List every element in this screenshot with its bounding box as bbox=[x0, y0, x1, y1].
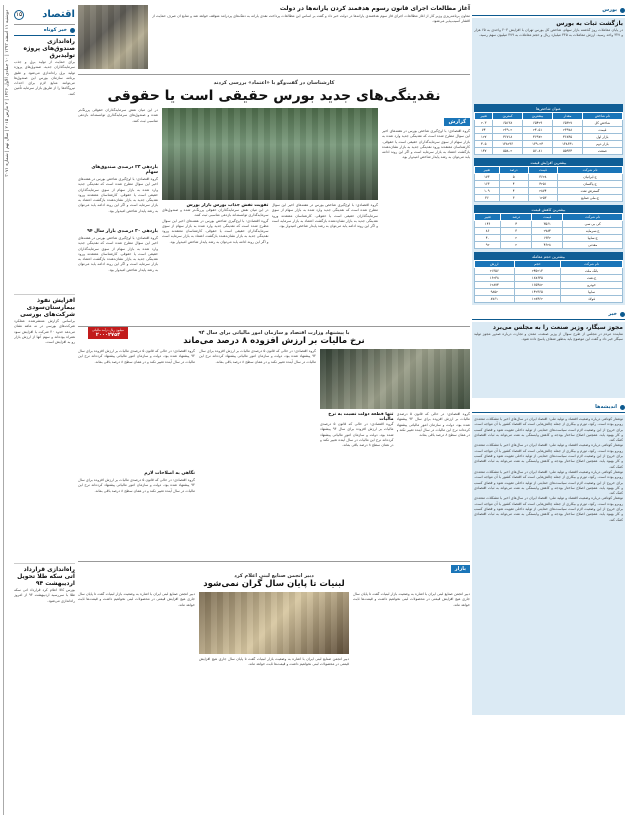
short-news-label: خبر کوتاه bbox=[43, 27, 67, 33]
index-header: تغییر bbox=[475, 113, 493, 120]
left-item-body: براساس گزارش منتشرشده عملکرد شرکت‌های بورسی در نه ماهه نشان می‌دهد حدود ۴۰ شرکت با افزایش سود همراه بوده‌اند و سهم آنها از ارزش بازار رو به افزایش است. bbox=[14, 319, 75, 345]
left-item-title: افزایش نفوذ بیمارستان‌سودی شرکت‌های بورسی bbox=[20, 297, 75, 318]
table3-title: بیشترین کاهش قیمت bbox=[474, 205, 623, 213]
table-cell: ح.ملی صنایع bbox=[558, 195, 623, 202]
bullet-icon bbox=[620, 405, 625, 410]
index-header: بیشترین bbox=[522, 113, 553, 120]
table-cell: سایپا bbox=[561, 289, 623, 296]
side-body: در این میان نقش سرمایه‌گذاران حقوقی پررنگ‌تر شده و صندوق‌های سرمایه‌گذاری توانسته‌اند بازدهی مناسبی ثبت کنند. bbox=[78, 108, 158, 123]
top-body: معاون برنامه‌ریزی وزیر کار از آغاز مطالعات اجرای فاز سوم هدفمندی یارانه‌ها در دولت خبر داد و گفت بر اساس این مطالعات پرداخت نقدی یارانه به دهک‌های پردرآمد متوقف خواهد شد و منابع آن صرف حمایت از اقشار آسیب‌پذیر می‌شود. bbox=[152, 14, 470, 24]
tax-col-3: گروه اقتصادی: در حالی که قانون ۵ درصدی مالیات بر ارزش افزوده برای سال ۹۴ پیشنهاد شده بود، دولت و سازمان امور مالیاتی پیشنهاد کرده‌اند نرخ این مالیات در سال آینده تغییر نکند و در همان سطح ۸ درصد باقی بماند. bbox=[199, 349, 316, 364]
volume-header: ارزش bbox=[475, 261, 515, 268]
bourse-box bbox=[472, 18, 625, 305]
table-cell: ۹۲ bbox=[475, 242, 501, 249]
left-item-1 bbox=[14, 38, 75, 290]
bourse-label: بورس bbox=[602, 7, 617, 13]
left-item-body: بورس کالا اعلام کرد قرارداد آتی سکه طلا با سررسید اردیبهشت ۹۴ از امروز راه‌اندازی می‌شود. bbox=[14, 588, 75, 603]
tax-col-1: گروه اقتصادی: در حالی که قانون ۵ درصدی مالیات بر ارزش افزوده برای سال ۹۴ پیشنهاد شده بود، دولت و سازمان امور مالیاتی پیشنهاد کرده‌اند نرخ این مالیات در سال آینده تغییر نکند و در همان سطح ۸ درصد باقی بماند. bbox=[396, 412, 470, 438]
thoughts-body-4: نوشتار کوتاهی درباره وضعیت اقتصاد و تولید ملی: اقتصاد ایران در سال‌های اخیر با مشکلات متعددی روبرو بوده است. رکود، تورم و بیکاری از جمله چالش‌هایی است که اقتصاد کشور با آن مواجه است. برای خروج از این وضعیت لازم است سیاست‌های حمایتی از تولید داخلی تقویت شود و فضای کسب و کار بهبود یابد. همچنین اصلاح ساختار بودجه و کاهش وابستگی به نفت می‌تواند به ثبات اقتصادی کمک کند. bbox=[474, 496, 623, 522]
short-news-head bbox=[14, 25, 75, 36]
table4-title: بیشترین حجم معامله bbox=[474, 252, 623, 260]
news-head bbox=[472, 309, 625, 320]
table-row bbox=[475, 282, 623, 289]
headline: نقدینگی‌های جدید بورس حقیقی است یا حقوقی bbox=[107, 88, 441, 104]
table-cell: ۱۳۹۰۲۴ bbox=[522, 141, 553, 148]
table-cell: معدنی bbox=[563, 242, 623, 249]
bourse-story bbox=[78, 108, 470, 326]
table-cell: ۲۱۳۵۶ bbox=[475, 268, 515, 275]
left-item-title: راه‌اندازی قرارداد آتی سکه طلا تحویل اردیبهشت ۹۴ bbox=[17, 566, 75, 587]
subhead-3: بازدهی ۳۰ درصدی بازار سال ۹۴ bbox=[87, 229, 158, 234]
table-cell: ۳ bbox=[499, 195, 528, 202]
tax-badge-value: ۲۰۰۰۲۷۵۴ bbox=[95, 332, 121, 338]
losers-table bbox=[474, 213, 623, 249]
left-item-body: برای حمایت از تولید برق و جذب سرمایه‌گذاران جدید، صندوق‌های پروژه تولید برق راه‌اندازی می‌شود و طبق برنامه سازمان بورس این صندوق‌ها می‌توانند منابع لازم برای احداث نیروگاه‌ها را از طریق بازار سرمایه تأمین کنند. bbox=[14, 60, 75, 96]
table-cell: ۱۴۲۳۶۵ bbox=[514, 289, 561, 296]
thoughts-box bbox=[472, 415, 625, 715]
table-cell: ۴۲۵۱ bbox=[528, 181, 557, 188]
gainers-header: تغییر bbox=[475, 167, 500, 174]
index-header: نام شاخص bbox=[582, 113, 622, 120]
table-cell: کی بی سی bbox=[563, 221, 623, 228]
subhead-2: بازدهی ۲۳ درصدی صندوق‌های سهام bbox=[91, 165, 158, 175]
body-col-1: گروه اقتصادی: با اوج‌گیری شاخص بورس در هفته‌های اخیر این سوال مطرح شده است که نقدینگی جدید وارد شده به بازار سهام از سوی سرمایه‌گذاران حقیقی است یا حقوقی. کارشناسان معتقدند ورود نقدینگی جدید به بازار نشان‌دهنده بازگشت اعتماد به بازار سرمایه است و اگر این روند ادامه یابد می‌توان به رشد پایدار شاخص امیدوار بود. bbox=[271, 203, 378, 229]
table-cell: ۱۲۸۷۴ bbox=[475, 282, 515, 289]
main-area bbox=[78, 5, 470, 815]
report-text bbox=[382, 108, 470, 326]
tax-subhead: نگاهی به اصلاحات لازم bbox=[144, 471, 195, 476]
table-cell: ۷۴ bbox=[475, 127, 493, 134]
right-column bbox=[472, 5, 625, 815]
table-row bbox=[475, 188, 623, 195]
table-cell: ۵ bbox=[499, 174, 528, 181]
table-row bbox=[475, 127, 623, 134]
table-row bbox=[475, 221, 623, 228]
table-cell: ۲۸۷۴ bbox=[528, 188, 557, 195]
table2-title: بیشترین افزایش قیمت bbox=[474, 158, 623, 166]
volume-header: حجم bbox=[514, 261, 561, 268]
table-cell: ۴۰ bbox=[475, 235, 501, 242]
table-cell: ۲ bbox=[501, 235, 532, 242]
side-body-3: گروه اقتصادی: با اوج‌گیری شاخص بورس در هفته‌های اخیر این سوال مطرح شده است که نقدینگی جدید وارد شده به بازار سهام از سوی سرمایه‌گذاران حقیقی است یا حقوقی. کارشناسان معتقدند ورود نقدینگی جدید به بازار نشان‌دهنده بازگشت اعتماد به بازار سرمایه است و اگر این روند ادامه یابد می‌توان به رشد پایدار شاخص امیدوار بود. bbox=[78, 236, 158, 272]
table-cell: ۴۶۸۴۵ bbox=[553, 134, 582, 141]
table-cell: بازار اول bbox=[582, 134, 622, 141]
table-cell: ۱۳۸۲۳۶ bbox=[493, 141, 522, 148]
table-cell: ح.ایرانیان bbox=[558, 174, 623, 181]
table-cell: ۱۸۷۶۴۵ bbox=[514, 275, 561, 282]
page-number: ۱۵ bbox=[15, 11, 23, 18]
table-row bbox=[475, 174, 623, 181]
losers-header: نام شرکت bbox=[563, 214, 623, 221]
table-cell: ۲۰۳ bbox=[475, 120, 493, 127]
thoughts-body: نوشتار کوتاهی درباره وضعیت اقتصاد و تولید ملی: اقتصاد ایران در سال‌های اخیر با مشکلات متعددی روبرو بوده است. رکود، تورم و بیکاری از جمله چالش‌هایی است که اقتصاد کشور با آن مواجه است. برای خروج از این وضعیت لازم است سیاست‌های حمایتی از تولید داخلی تقویت شود و فضای کسب و کار بهبود یابد. همچنین اصلاح ساختار بودجه و کاهش وابستگی به نفت می‌تواند به ثبات اقتصادی کمک کند. bbox=[474, 417, 623, 443]
table-row bbox=[475, 268, 623, 275]
table-cell: خودرو bbox=[561, 282, 623, 289]
volume-table bbox=[474, 260, 623, 303]
table-cell: ۳۵۶۱ bbox=[532, 221, 563, 228]
table-cell: ۶۵۳۲۷ bbox=[553, 120, 582, 127]
tax-kicker: با پیشنهاد وزارت اقتصاد و سازمان امور مالیاتی برای سال ۹۴ bbox=[198, 330, 350, 336]
bourse-title: بازگشت ثبات به بورس bbox=[556, 20, 623, 27]
table-cell: ۹۸۵۲ bbox=[475, 289, 515, 296]
thoughts-label: اندیشه‌ها bbox=[595, 404, 617, 410]
table-cell: ۲۴۰۵۱ bbox=[522, 127, 553, 134]
table-row bbox=[475, 275, 623, 282]
table-cell: ح.نفت bbox=[561, 275, 623, 282]
table-cell: ۸۷۶۱ bbox=[475, 296, 515, 303]
left-item-title: راه‌اندازی صندوق‌های پروژه تولیدبرق bbox=[23, 38, 75, 59]
table-cell: ۱۴۶ bbox=[475, 221, 501, 228]
date-line: دوشنبه ۱۱ اسفند ۱۳۹۳ | ۱۰ جمادی الاول ۱۴۳۶ | ۲ مارس ۲۰۱۵ | سال نهم | شماره ۳۰۷۱ bbox=[5, 10, 10, 177]
bullet-icon bbox=[620, 312, 625, 317]
dairy-shop-photo bbox=[199, 592, 349, 654]
gainers-table bbox=[474, 166, 623, 202]
index-header: کمترین bbox=[493, 113, 522, 120]
table-row bbox=[475, 296, 623, 303]
thoughts-head bbox=[472, 402, 625, 413]
table-cell: ۱۶۵۴۸۲ bbox=[514, 282, 561, 289]
left-item-2 bbox=[14, 294, 75, 559]
table-cell: ۱۶۳ bbox=[475, 181, 500, 188]
kicker: کارشناسان در گفت‌وگو با «اعتماد» بررسی کردند bbox=[213, 80, 335, 86]
table-cell: ۵۶۰۸۱ bbox=[522, 148, 553, 155]
table-row bbox=[475, 141, 623, 148]
tax-col-5: گروه اقتصادی: در حالی که قانون ۵ درصدی مالیات بر ارزش افزوده برای سال ۹۴ پیشنهاد شده بود، دولت و سازمان امور مالیاتی پیشنهاد کرده‌اند نرخ این مالیات در سال آینده تغییر نکند و در همان سطح ۸ درصد باقی بماند. bbox=[78, 478, 195, 493]
market-kicker: دبیر انجمن صنایع لبنی اعلام کرد bbox=[234, 573, 314, 579]
market-story bbox=[78, 561, 470, 772]
section-label: اقتصاد bbox=[42, 9, 75, 20]
tax-badge bbox=[88, 327, 128, 339]
money-photo bbox=[320, 349, 470, 409]
table-cell: ح.سرمایه bbox=[563, 228, 623, 235]
table-cell: ۴۶۹۷۲ bbox=[522, 134, 553, 141]
market-col-3: دبیر انجمن صنایع لبنی ایران با اشاره به وضعیت بازار لبنیات گفت تا پایان سال جاری هیچ افزایش قیمتی در محصولات لبنی نخواهیم داشت و قیمت‌ها ثابت خواهد ماند. bbox=[78, 592, 195, 607]
losers-header: قیمت bbox=[532, 214, 563, 221]
table-cell: ۴۰۵ bbox=[475, 141, 493, 148]
trading-floor-photo bbox=[162, 108, 378, 200]
left-item-3 bbox=[14, 563, 75, 788]
bourse-head bbox=[472, 5, 625, 16]
table-cell: ۳ bbox=[501, 228, 532, 235]
table-cell: ۵۵۹۳۴ bbox=[553, 148, 582, 155]
table-cell: ۲۳۹۰۲ bbox=[493, 127, 522, 134]
market-col-2: دبیر انجمن صنایع لبنی ایران با اشاره به وضعیت بازار لبنیات گفت تا پایان سال جاری هیچ افزایش قیمتی در محصولات لبنی نخواهیم داشت و قیمت‌ها ثابت خواهد ماند. bbox=[199, 657, 349, 667]
table-cell: بازار دوم bbox=[582, 141, 622, 148]
table-cell: ۲۷۸۴ bbox=[532, 228, 563, 235]
news-body: نماینده مردم در مجلس از طرح سوال از وزیر صنعت، معدن و تجارت درباره صدور مجوز تولید سیگار خبر داد و گفت این موضوع باید به‌طور شفاف پاسخ داده شود. bbox=[474, 332, 623, 342]
table-cell: ۴ bbox=[499, 188, 528, 195]
table-cell: ۴۶۲۸ bbox=[532, 242, 563, 249]
table1-title: عنوان شاخص‌ها bbox=[474, 104, 623, 112]
table-cell: ۴ bbox=[499, 181, 528, 188]
table-cell: ۶۵۴۲۹ bbox=[522, 120, 553, 127]
tax-col-4: گروه اقتصادی: در حالی که قانون ۵ درصدی مالیات بر ارزش افزوده برای سال ۹۴ پیشنهاد شده بود، دولت و سازمان امور مالیاتی پیشنهاد کرده‌اند نرخ این مالیات در سال آینده تغییر نکند و در همان سطح ۸ درصد باقی بماند. bbox=[78, 349, 195, 364]
market-tab: بازار bbox=[451, 565, 470, 573]
tax-story bbox=[78, 326, 470, 559]
news-title: مجوز سیگار، وزیر صنعت را به مجلس می‌برد bbox=[492, 324, 623, 331]
masthead bbox=[14, 5, 75, 25]
losers-header: تغییر bbox=[475, 214, 501, 221]
table-cell: ۴ bbox=[501, 221, 532, 228]
table-row bbox=[475, 289, 623, 296]
tax-headline: نرخ مالیات بر ارزش افزوده ۸ درصد می‌ماند bbox=[183, 336, 365, 346]
market-headline: لبنیات تا پایان سال گران نمی‌شود bbox=[203, 579, 345, 589]
portrait-photo bbox=[78, 5, 148, 69]
table-cell: صنعت bbox=[582, 148, 622, 155]
table-cell: گسترش نفت bbox=[558, 188, 623, 195]
table-cell: ۱۶۲۳۸ bbox=[475, 275, 515, 282]
top-headline: آغاز مطالعات اجرای قانون رسوم هدفمند کردن یارانه‌ها در دولت bbox=[279, 5, 470, 12]
side-body-2: گروه اقتصادی: با اوج‌گیری شاخص بورس در هفته‌های اخیر این سوال مطرح شده است که نقدینگی جدید وارد شده به بازار سهام از سوی سرمایه‌گذاران حقیقی است یا حقوقی. کارشناسان معتقدند ورود نقدینگی جدید به بازار نشان‌دهنده بازگشت اعتماد به بازار سرمایه است و اگر این روند ادامه یابد می‌توان به رشد پایدار شاخص امیدوار بود. bbox=[78, 177, 158, 213]
table-cell: ۲۳۹۷۸ bbox=[553, 127, 582, 134]
table-cell: ۱۳۸۶۴۱ bbox=[553, 141, 582, 148]
table-row bbox=[475, 120, 623, 127]
table-cell: ۱۲۷ bbox=[475, 134, 493, 141]
table-row bbox=[475, 181, 623, 188]
tax-badge-note: میلیون ریال درآمد مالیاتی bbox=[92, 328, 124, 332]
table-row bbox=[475, 235, 623, 242]
table-row bbox=[475, 242, 623, 249]
date-band bbox=[3, 5, 12, 815]
losers-header: درصد bbox=[501, 214, 532, 221]
report-tab: گزارش bbox=[444, 118, 470, 126]
table-cell: قیمت bbox=[582, 127, 622, 134]
table-row bbox=[475, 195, 623, 202]
table-cell: ۱۲۵۳ bbox=[528, 195, 557, 202]
subhead-1: تقویت نقش جذاب بورس بازار بورس bbox=[186, 203, 269, 208]
table-row bbox=[475, 228, 623, 235]
news-box bbox=[472, 322, 625, 398]
table-cell: ۱۹۳۲ bbox=[532, 235, 563, 242]
table-cell: ۸۶ bbox=[475, 228, 501, 235]
table-cell: ۳۶ bbox=[475, 195, 500, 202]
top-story bbox=[78, 5, 470, 75]
gainers-header: قیمت bbox=[528, 167, 557, 174]
table-row bbox=[475, 134, 623, 141]
table-cell: ۱۴۷ bbox=[475, 148, 493, 155]
tax-col-2: گروه اقتصادی: در حالی که قانون ۵ درصدی مالیات بر ارزش افزوده برای سال ۹۴ پیشنهاد شده بود، دولت و سازمان امور مالیاتی پیشنهاد کرده‌اند نرخ این مالیات در سال آینده تغییر نکند و در همان سطح ۸ درصد باقی بماند. bbox=[320, 422, 394, 448]
table-cell: ۵۵۸۰۲ bbox=[493, 148, 522, 155]
body-col-2: در این میان نقش سرمایه‌گذاران حقوقی پررنگ‌تر شده و صندوق‌های سرمایه‌گذاری توانسته‌اند بازدهی مناسبی ثبت کنند. bbox=[162, 208, 269, 218]
thoughts-body-2: نوشتار کوتاهی درباره وضعیت اقتصاد و تولید ملی: اقتصاد ایران در سال‌های اخیر با مشکلات متعددی روبرو بوده است. رکود، تورم و بیکاری از جمله چالش‌هایی است که اقتصاد کشور با آن مواجه است. برای خروج از این وضعیت لازم است سیاست‌های حمایتی از تولید داخلی تقویت شود و فضای کسب و کار بهبود یابد. همچنین اصلاح ساختار بودجه و کاهش وابستگی به نفت می‌تواند به ثبات اقتصادی کمک کند. bbox=[474, 443, 623, 469]
table-row bbox=[475, 148, 623, 155]
table-cell: ۱۷۳ bbox=[475, 174, 500, 181]
table-cell: بانک ملت bbox=[561, 268, 623, 275]
market-col-1: دبیر انجمن صنایع لبنی ایران با اشاره به وضعیت بازار لبنیات گفت تا پایان سال جاری هیچ افزایش قیمتی در محصولات لبنی نخواهیم داشت و قیمت‌ها ثابت خواهد ماند. bbox=[353, 592, 470, 607]
index-table bbox=[474, 112, 623, 155]
news-label: خبر bbox=[608, 311, 617, 317]
table-cell: شاخص کل bbox=[582, 120, 622, 127]
gainers-header: درصد bbox=[499, 167, 528, 174]
table-cell: ۲ bbox=[501, 242, 532, 249]
volume-header: نام شرکت bbox=[561, 261, 623, 268]
table-cell: ۳۶۲۸ bbox=[528, 174, 557, 181]
table-cell: ۴۶۷۱۸ bbox=[493, 134, 522, 141]
index-header: مقدار bbox=[553, 113, 582, 120]
tax-subhead-2: تنها قطعه دولت نسبت به نرخ مالیات bbox=[328, 412, 394, 422]
thoughts-body-3: نوشتار کوتاهی درباره وضعیت اقتصاد و تولید ملی: اقتصاد ایران در سال‌های اخیر با مشکلات متعددی روبرو بوده است. رکود، تورم و بیکاری از جمله چالش‌هایی است که اقتصاد کشور با آن مواجه است. برای خروج از این وضعیت لازم است سیاست‌های حمایتی از تولید داخلی تقویت شود و فضای کسب و کار بهبود یابد. همچنین اصلاح ساختار بودجه و کاهش وابستگی به نفت می‌تواند به ثبات اقتصادی کمک کند. bbox=[474, 469, 623, 496]
table-cell: ۱۰۹ bbox=[475, 188, 500, 195]
bullet-icon bbox=[70, 28, 75, 33]
table-cell: فولاد bbox=[561, 296, 623, 303]
bourse-body: در پایان معاملات روز گذشته بازار سهام، شاخص کل بورس تهران با افزایش ۲۰۳ واحدی به ۶۵ هزار و ۳۲۷ واحد رسید. ارزش معاملات به ۳۴۵ میلیارد ریال و حجم معاملات به ۴۷۹ میلیون سهم رسید. bbox=[474, 28, 623, 38]
table-cell: ح.سایپا bbox=[563, 235, 623, 242]
table-cell: ۱۲۸۴۶۲ bbox=[514, 296, 561, 303]
left-column bbox=[3, 5, 75, 815]
table-cell: ح.پاکسان bbox=[558, 181, 623, 188]
report-body: گروه اقتصادی: با اوج‌گیری شاخص بورس در هفته‌های اخیر این سوال مطرح شده است که نقدینگی جدید وارد شده به بازار سهام از سوی سرمایه‌گذاران حقیقی است یا حقوقی. کارشناسان معتقدند ورود نقدینگی جدید به بازار نشان‌دهنده بازگشت اعتماد به بازار سرمایه است و اگر این روند ادامه یابد می‌توان به رشد پایدار شاخص امیدوار بود. bbox=[382, 129, 470, 160]
body-col-2b: گروه اقتصادی: با اوج‌گیری شاخص بورس در هفته‌های اخیر این سوال مطرح شده است که نقدینگی جدید وارد شده به بازار سهام از سوی سرمایه‌گذاران حقیقی است یا حقوقی. کارشناسان معتقدند ورود نقدینگی جدید به بازار نشان‌دهنده بازگشت اعتماد به بازار سرمایه است و اگر این روند ادامه یابد می‌توان به رشد پایدار شاخص امیدوار بود. bbox=[162, 218, 269, 244]
table-cell: ۶۵۱۳۸ bbox=[493, 120, 522, 127]
gainers-header: نام شرکت bbox=[558, 167, 623, 174]
table-cell: ۲۴۵۲۱۳ bbox=[514, 268, 561, 275]
bullet-icon bbox=[620, 8, 625, 13]
